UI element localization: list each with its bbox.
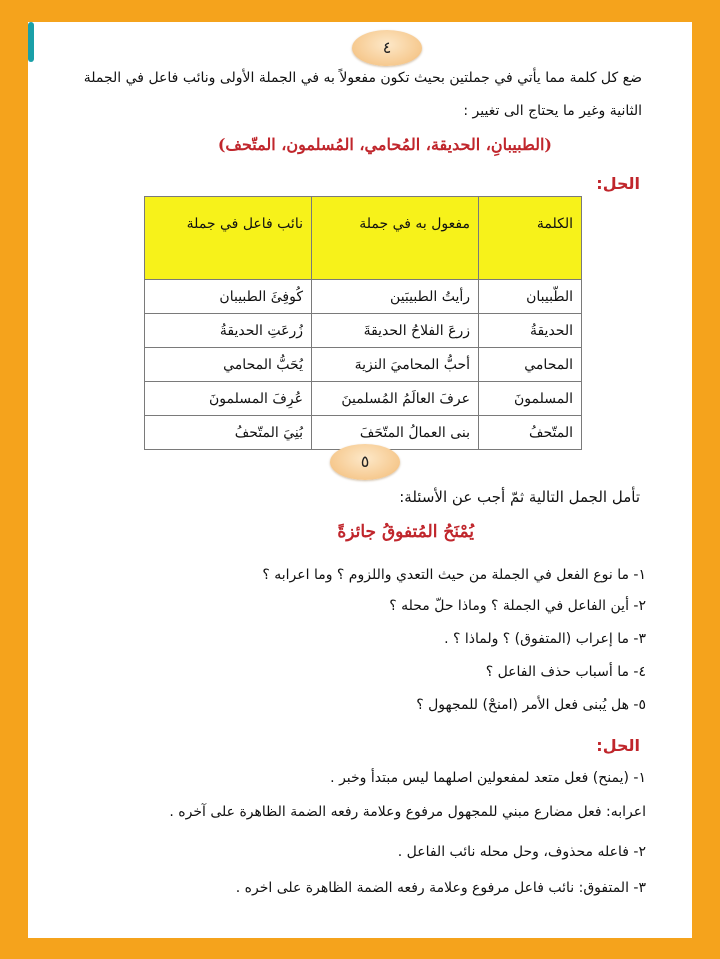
q4-answer-table	[144, 196, 582, 450]
cell-object: عرفَ العالَمُ المُسلمينَ	[312, 382, 479, 416]
page-edge-marker	[28, 22, 34, 62]
cell-passive: عُرِفَ المسلمونَ	[145, 382, 312, 416]
cell-passive: يُحَبُّ المحامي	[145, 348, 312, 382]
cell-word: المسلمونَ	[479, 382, 582, 416]
cell-object: أحبُّ المحاميَ النزيهَ	[312, 348, 479, 382]
q5-answer-1-parsing: اعرابه: فعل مضارع مبني للمجهول مرفوع وعلامة رفعه الضمة الظاهرة على آخره .	[169, 804, 646, 820]
q5-question-3: ٣- ما إعراب (المتفوق) ؟ ولماذا ؟ .	[444, 631, 646, 647]
table-row	[145, 348, 582, 382]
q5-answer-1: ١- (يمنح) فعل متعد لمفعولين اصلهما ليس مبتدأ وخبر .	[330, 770, 646, 786]
q5-answer-2: ٢- فاعله محذوف، وحل محله نائب الفاعل .	[397, 844, 646, 860]
q5-instruction: تأمل الجمل التالية ثمّ أجب عن الأسئلة:	[399, 488, 640, 506]
header-passive-subject: نائب فاعل في جملة	[145, 197, 312, 280]
cell-passive: كُوفِئَ الطبيبان	[145, 280, 312, 314]
cell-passive: زُرعَتِ الحديقةُ	[145, 314, 312, 348]
question-number-badge-5: ٥	[330, 444, 400, 480]
cell-object: رأيتُ الطبيبَين	[312, 280, 479, 314]
cell-word: الحديقةُ	[479, 314, 582, 348]
q4-words-list: (الطبيبانِ، الحديقة، المُحامي، المُسلمون، المتّحف)	[217, 135, 552, 154]
document-page	[28, 22, 692, 938]
table-header-row	[145, 197, 582, 280]
q5-example-sentence: يُمْنَحُ المُتفوقُ جائزةً	[337, 522, 474, 542]
cell-word: الطّبيبان	[479, 280, 582, 314]
header-object: مفعول به في جملة	[312, 197, 479, 280]
cell-passive: بُنِيَ المتّحفُ	[145, 416, 312, 450]
header-word: الكلمة	[479, 197, 582, 280]
question-number-badge-4: ٤	[352, 30, 422, 66]
table-row	[145, 280, 582, 314]
q5-solution-label: الحل:	[596, 736, 640, 755]
cell-object: بنى العمالُ المتّحَفَ	[312, 416, 479, 450]
q5-question-4: ٤- ما أسباب حذف الفاعل ؟	[485, 664, 646, 680]
cell-object: زرعَ الفلاحُ الحديقةَ	[312, 314, 479, 348]
table-row	[145, 314, 582, 348]
q4-instruction-line2: الثانية وغير ما يحتاج الى تغيير :	[463, 103, 642, 119]
table-row	[145, 382, 582, 416]
q5-question-5: ٥- هل يُبنى فعل الأمر (امنحْ) للمجهول ؟	[416, 697, 646, 713]
cell-word: المحامي	[479, 348, 582, 382]
q5-answer-3: ٣- المتفوق: نائب فاعل مرفوع وعلامة رفعه الضمة الظاهرة على اخره .	[235, 880, 646, 896]
q5-question-2: ٢- أين الفاعل في الجملة ؟ وماذا حلّ محله ؟	[389, 598, 646, 614]
cell-word: المتّحفُ	[479, 416, 582, 450]
q5-question-1: ١- ما نوع الفعل في الجملة من حيث التعدي واللزوم ؟ وما اعرابه ؟	[262, 567, 646, 583]
q4-instruction-line1: ضع كل كلمة مما يأتي في جملتين بحيث تكون مفعولاً به في الجملة الأولى ونائب فاعل في الجملة	[83, 70, 642, 86]
q4-solution-label: الحل:	[596, 174, 640, 193]
